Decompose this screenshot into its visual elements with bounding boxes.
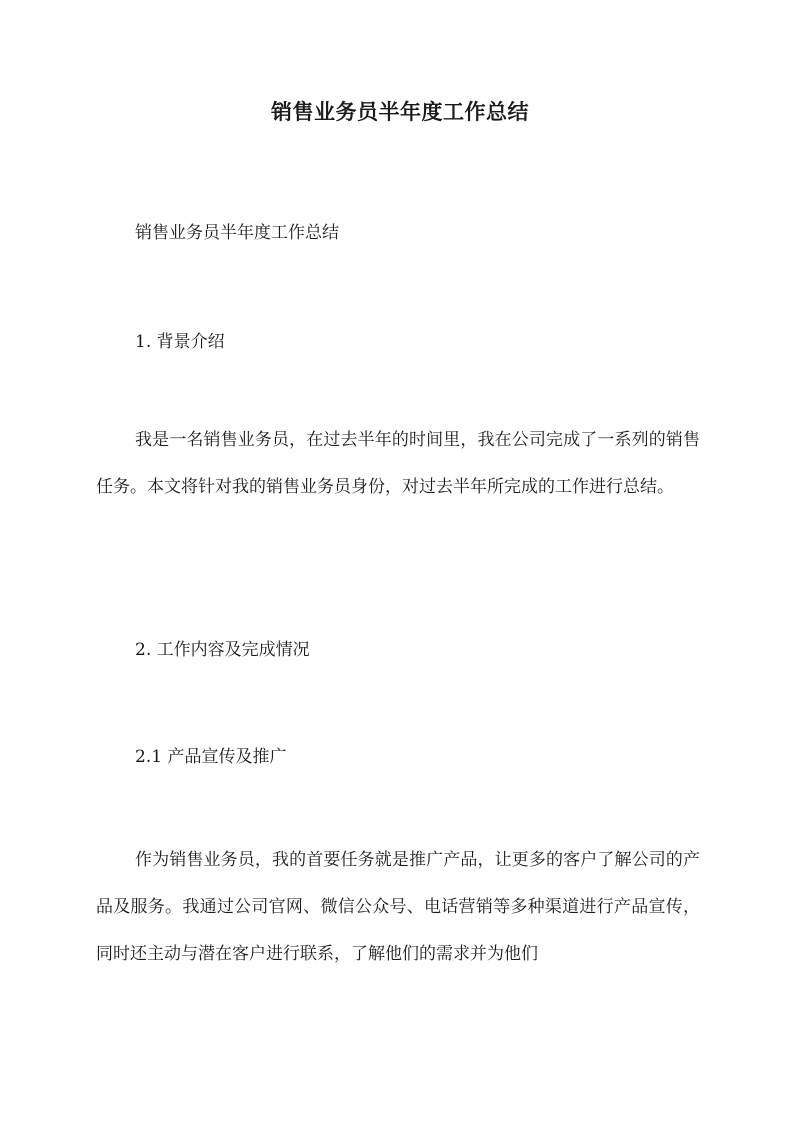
section-1-heading: 1. 背景介绍 (135, 332, 225, 352)
section-1-paragraph: 我是一名销售业务员，在过去半年的时间里，我在公司完成了一系列的销售任务。本文将针对我的销售业务员身份，对过去半年所完成的工作进行总结。 (96, 430, 700, 497)
section-2-1-heading: 2.1 产品宣传及推广 (135, 747, 287, 767)
document-subtitle: 销售业务员半年度工作总结 (135, 223, 339, 243)
document-title: 销售业务员半年度工作总结 (271, 99, 529, 124)
section-2-1-paragraph: 作为销售业务员，我的首要任务就是推广产品，让更多的客户了解公司的产品及服务。我通过公司官网、微信公众号、电话营销等多种渠道进行产品宣传，同时还主动与潜在客户进行联系，了解他们的需求并为他们 (96, 850, 700, 964)
section-2-heading: 2. 工作内容及完成情况 (135, 640, 310, 660)
